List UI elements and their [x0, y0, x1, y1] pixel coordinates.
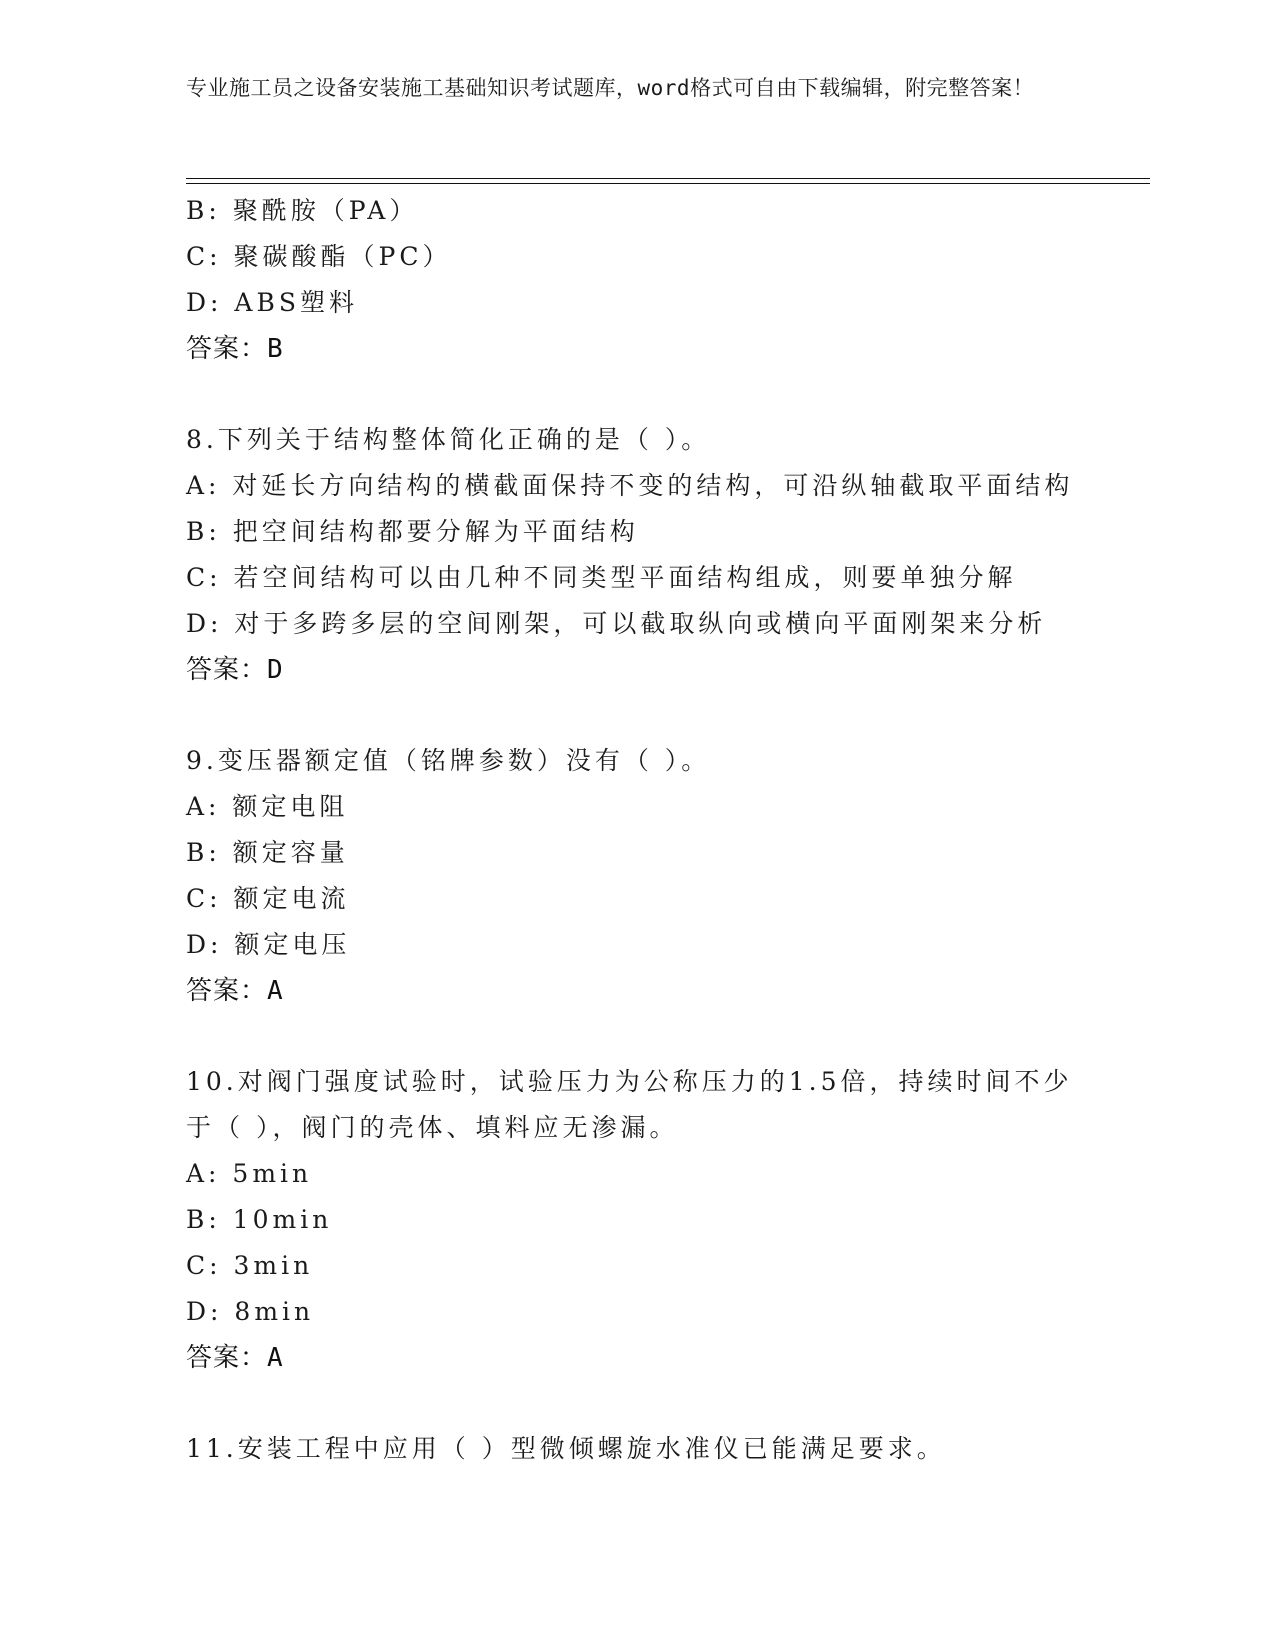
option-c: C: 聚碳酸酯（PC）	[186, 242, 452, 271]
option-c: C: 额定电流	[186, 884, 350, 913]
question-10	[186, 1059, 1150, 1381]
question-stem-continued: 于（ ），阀门的壳体、填料应无渗漏。	[186, 1113, 679, 1142]
header-divider-top	[186, 178, 1150, 179]
question-list	[186, 188, 1150, 1472]
question-11	[186, 1426, 1150, 1472]
option-b: B: 10min	[186, 1205, 333, 1234]
option-d: D: 额定电压	[186, 930, 351, 959]
answer-line	[186, 968, 1150, 1014]
option-a: A: 额定电阻	[186, 792, 349, 821]
question-8	[186, 417, 1150, 693]
option-a: A: 对延长方向结构的横截面保持不变的结构，可沿纵轴截取平面结构	[186, 471, 1074, 500]
option-c: C: 3min	[186, 1251, 314, 1280]
header-divider-bottom	[186, 183, 1150, 184]
option-b: B: 额定容量	[186, 838, 349, 867]
question-stem: 11.安装工程中应用（ ）型微倾螺旋水准仪已能满足要求。	[186, 1434, 946, 1463]
option-d: D: 8min	[186, 1297, 315, 1326]
question-stem: 10.对阀门强度试验时，试验压力为公称压力的1.5倍，持续时间不少	[186, 1067, 1073, 1096]
question-7-continued	[186, 188, 1150, 372]
answer-label: 答案：	[186, 655, 268, 685]
question-stem: 9.变压器额定值（铭牌参数）没有（ ）。	[186, 746, 711, 775]
option-a: A: 5min	[186, 1159, 313, 1188]
option-b: B: 聚酰胺（PA）	[186, 196, 419, 225]
answer-label: 答案：	[186, 334, 268, 364]
option-c: C: 若空间结构可以由几种不同类型平面结构组成，则要单独分解	[186, 563, 1017, 592]
option-d: D: 对于多跨多层的空间刚架，可以截取纵向或横向平面刚架来分析	[186, 609, 1047, 638]
option-d: D: ABS塑料	[186, 288, 358, 317]
answer-line	[186, 1335, 1150, 1381]
question-9	[186, 738, 1150, 1014]
question-stem: 8.下列关于结构整体简化正确的是（ ）。	[186, 425, 711, 454]
option-b: B: 把空间结构都要分解为平面结构	[186, 517, 639, 546]
answer-value: D	[267, 655, 284, 685]
answer-label: 答案：	[186, 1343, 268, 1373]
answer-value: A	[267, 1343, 284, 1373]
answer-line	[186, 647, 1150, 693]
answer-line	[186, 326, 1150, 372]
answer-label: 答案：	[186, 976, 268, 1006]
answer-value: B	[267, 334, 284, 364]
answer-value: A	[267, 976, 284, 1006]
page-header: 专业施工员之设备安装施工基础知识考试题库，word格式可自由下载编辑，附完整答案！	[186, 76, 1035, 100]
